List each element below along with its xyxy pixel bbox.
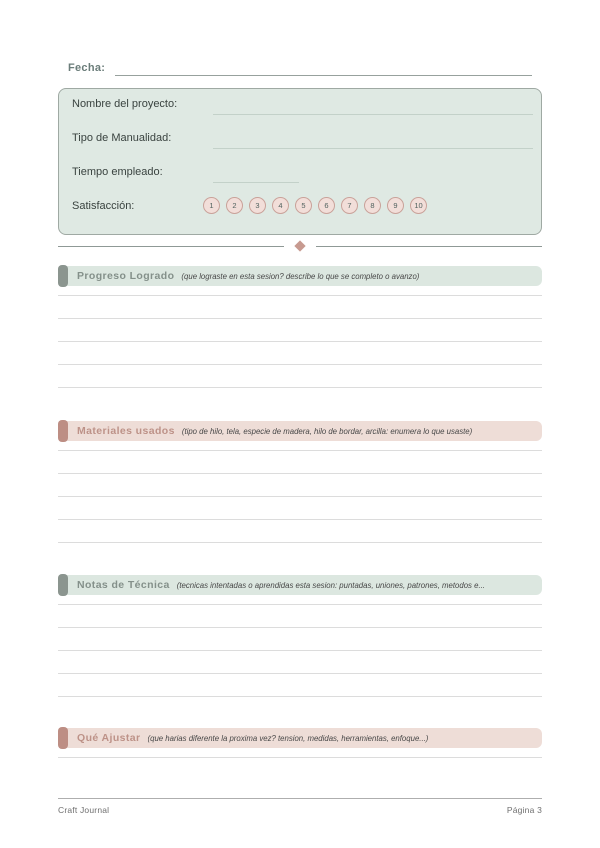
writing-line[interactable]	[58, 520, 542, 543]
section-accent-tab-icon	[58, 265, 68, 287]
section-header	[58, 421, 542, 441]
date-input-line[interactable]	[115, 60, 532, 76]
rating-circle-1[interactable]: 1	[203, 197, 220, 214]
section-materiales-usados	[58, 421, 542, 543]
writing-lines	[58, 286, 542, 388]
writing-line[interactable]	[58, 451, 542, 474]
section-notas-de-tecnica	[58, 575, 542, 697]
section-hint: (tecnicas intentadas o aprendidas esta sesion: puntadas, uniones, patrones, metodos e...	[176, 580, 485, 590]
writing-line[interactable]	[58, 441, 542, 451]
writing-line[interactable]	[58, 748, 542, 758]
writing-line[interactable]	[58, 497, 542, 520]
rating-circle-8[interactable]: 8	[364, 197, 381, 214]
time-spent-label: Tiempo empleado:	[72, 166, 163, 178]
rating-circle-5[interactable]: 5	[295, 197, 312, 214]
diamond-icon	[294, 240, 305, 251]
writing-lines	[58, 441, 542, 543]
section-title: Materiales usados	[77, 425, 175, 437]
time-spent-input-line[interactable]	[213, 182, 299, 183]
writing-line[interactable]	[58, 365, 542, 388]
writing-lines	[58, 595, 542, 697]
page-footer	[58, 798, 542, 815]
rating-circle-7[interactable]: 7	[341, 197, 358, 214]
writing-line[interactable]	[58, 319, 542, 342]
date-row	[68, 60, 532, 76]
writing-line[interactable]	[58, 605, 542, 628]
footer-journal-title: Craft Journal	[58, 805, 110, 815]
section-hint: (tipo de hilo, tela, especie de madera, hilo de bordar, arcilla: enumera lo que usaste)	[181, 426, 473, 436]
rating-circle-2[interactable]: 2	[226, 197, 243, 214]
writing-line[interactable]	[58, 474, 542, 497]
section-title: Progreso Logrado	[77, 270, 175, 282]
craft-type-input-line[interactable]	[213, 148, 533, 149]
project-name-label: Nombre del proyecto:	[72, 98, 178, 110]
divider-line-left	[58, 246, 284, 247]
section-header	[58, 266, 542, 286]
section-accent-tab-icon	[58, 420, 68, 442]
section-progreso-logrado	[58, 266, 542, 388]
rating-circle-3[interactable]: 3	[249, 197, 266, 214]
section-accent-tab-icon	[58, 727, 68, 749]
writing-line[interactable]	[58, 674, 542, 697]
section-hint: (que harias diferente la proxima vez? tension, medidas, herramientas, enfoque...)	[147, 733, 429, 743]
writing-line[interactable]	[58, 342, 542, 365]
writing-lines	[58, 748, 542, 758]
section-title: Notas de Técnica	[77, 579, 170, 591]
divider-line-right	[316, 246, 542, 247]
rating-circle-9[interactable]: 9	[387, 197, 404, 214]
craft-type-label: Tipo de Manualidad:	[72, 132, 172, 144]
project-info-box	[58, 88, 542, 235]
section-divider	[58, 239, 542, 253]
date-label: Fecha:	[68, 62, 106, 74]
section-header	[58, 728, 542, 748]
satisfaction-rating-scale	[203, 197, 433, 214]
section-que-ajustar	[58, 728, 542, 758]
section-accent-tab-icon	[58, 574, 68, 596]
writing-line[interactable]	[58, 595, 542, 605]
writing-line[interactable]	[58, 296, 542, 319]
section-title: Qué Ajustar	[77, 732, 141, 744]
rating-circle-10[interactable]: 10	[410, 197, 427, 214]
rating-circle-6[interactable]: 6	[318, 197, 335, 214]
project-name-input-line[interactable]	[213, 114, 533, 115]
section-header	[58, 575, 542, 595]
writing-line[interactable]	[58, 651, 542, 674]
satisfaction-label: Satisfacción:	[72, 200, 135, 212]
footer-page-number: Página 3	[506, 805, 542, 815]
writing-line[interactable]	[58, 628, 542, 651]
writing-line[interactable]	[58, 286, 542, 296]
section-hint: (que lograste en esta sesion? describe lo que se completo o avanzo)	[181, 271, 420, 281]
rating-circle-4[interactable]: 4	[272, 197, 289, 214]
